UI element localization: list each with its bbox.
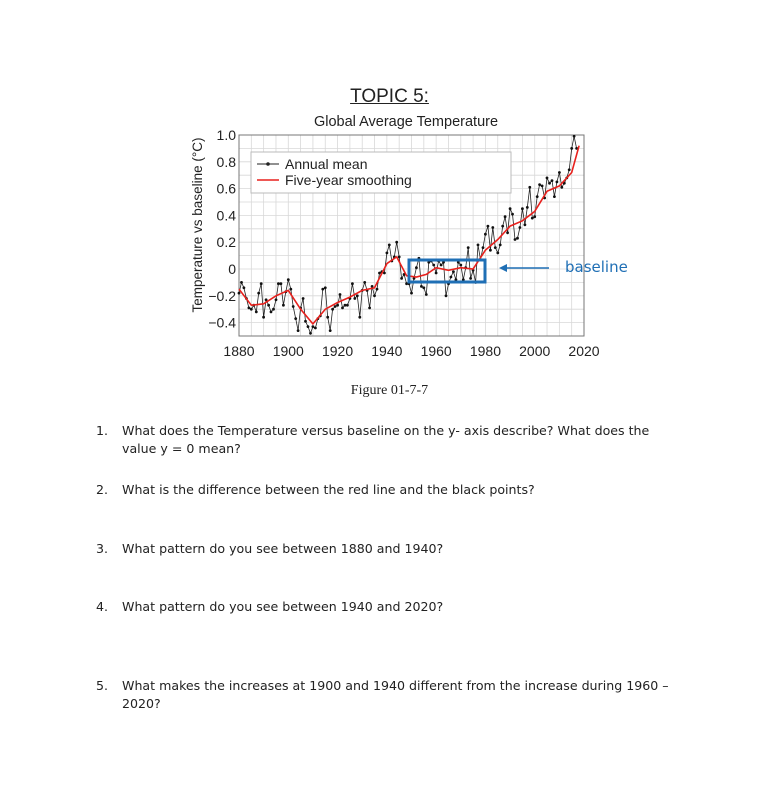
annual-mean-point [528,186,531,189]
annual-mean-point [514,238,517,241]
x-tick-label: 1960 [420,343,452,359]
annual-mean-point [378,272,381,275]
annual-mean-point [294,317,297,320]
annual-mean-point [321,288,324,291]
annual-mean-point [353,297,356,300]
annual-mean-point [445,294,448,297]
annual-mean-point [467,246,470,249]
annual-mean-point [509,207,512,210]
y-tick-label: 0 [228,261,236,277]
annual-mean-point [363,281,366,284]
annual-mean-point [292,305,295,308]
annual-mean-point [511,213,514,216]
annual-mean-point [560,186,563,189]
y-tick-label: −0.2 [208,287,236,304]
annual-mean-point [546,177,549,180]
annual-mean-point [482,246,485,249]
chart-legend [251,152,511,193]
y-tick-label: 1.0 [216,127,236,143]
annual-mean-point [499,244,502,247]
annual-mean-point [356,294,359,297]
annual-mean-point [524,223,527,226]
annual-mean-point [344,304,347,307]
annual-mean-point [533,215,536,218]
annual-mean-point [450,276,453,279]
question-item [96,598,686,616]
x-tick-label: 1980 [469,343,502,359]
annual-mean-point [368,307,371,310]
annual-mean-point [346,304,349,307]
annual-mean-point [420,285,423,288]
annual-mean-point [395,241,398,244]
annual-mean-point [358,316,361,319]
annual-mean-point [243,286,246,289]
annual-mean-point [398,256,401,259]
y-tick-label: 0.2 [216,234,236,251]
question-item [96,540,686,558]
legend-annual-label: Annual mean [285,156,368,172]
y-tick-label: 0.4 [216,207,236,224]
annual-mean-point [491,226,494,229]
annual-mean-point [506,231,509,234]
annual-mean-point [487,225,490,228]
annual-mean-point [386,252,389,255]
annual-mean-point [341,307,344,310]
question-item [96,481,686,499]
question-number: 3. [96,541,109,556]
question-number: 1. [96,423,109,438]
annual-mean-point [336,304,339,307]
annual-mean-point [516,237,519,240]
annual-mean-point [538,183,541,186]
question-number: 5. [96,678,109,693]
annual-mean-point [541,185,544,188]
annual-mean-point [556,181,559,184]
annual-mean-point [331,308,334,311]
question-number: 2. [96,482,109,497]
annual-mean-point [435,272,438,275]
annual-mean-point [314,327,317,330]
annual-mean-point [339,293,342,296]
annual-mean-point [469,277,472,280]
annual-mean-point [289,288,292,291]
question-text: What does the Temperature versus baseline on the y- axis describe? What does the value y = 0 mean? [122,423,650,456]
annual-mean-point [521,207,524,210]
annual-mean-point [432,264,435,267]
x-ticks [223,343,599,359]
x-tick-label: 1880 [223,343,255,359]
y-tick-label: 0.8 [216,153,236,170]
annual-mean-point [262,316,265,319]
question-item [96,422,686,458]
annual-mean-point [257,292,260,295]
y-ticks [208,127,236,331]
y-axis-label: Temperature vs baseline (°C) [190,137,205,313]
question-item [96,677,686,713]
annual-mean-point [558,171,561,174]
annual-mean-point [282,304,285,307]
annual-mean-point [553,195,556,198]
question-number: 4. [96,599,109,614]
annual-mean-point [272,308,275,311]
annual-mean-point [536,195,539,198]
annual-mean-point [304,320,307,323]
question-text: What makes the increases at 1900 and 1940 different from the increase during 1960 – 2020? [122,678,669,711]
annual-mean-point [400,277,403,280]
annual-mean-point [307,325,310,328]
annual-mean-point [548,182,551,185]
annual-mean-point [267,304,270,307]
annual-mean-point [373,294,376,297]
annual-mean-point [255,311,258,314]
annual-mean-point [496,252,499,255]
y-tick-label: −0.4 [208,314,236,331]
annual-mean-point [573,135,576,138]
annual-mean-point [297,329,300,332]
annual-mean-point [494,246,497,249]
annual-mean-point [351,282,354,285]
annual-mean-point [270,311,273,314]
annual-mean-point [452,270,455,273]
question-text: What pattern do you see between 1880 and 1940? [122,541,444,556]
annual-mean-point [324,286,327,289]
annual-mean-point [422,286,425,289]
annual-mean-point [326,316,329,319]
annual-mean-point [250,308,253,311]
annual-mean-point [312,325,315,328]
x-tick-label: 1920 [321,343,354,359]
x-tick-label: 1940 [371,343,403,359]
chart-title: Global Average Temperature [313,114,499,130]
annual-mean-point [410,292,413,295]
question-text: What pattern do you see between 1940 and 2020? [122,599,444,614]
annual-mean-point [568,168,571,171]
annual-mean-point [277,282,280,285]
annual-mean-point [302,297,305,300]
annual-mean-point [376,288,379,291]
y-tick-label: 0.6 [216,180,236,197]
legend-smoothing-label: Five-year smoothing [285,172,412,188]
annual-mean-point [248,307,251,310]
annual-mean-point [526,206,529,209]
annual-mean-point [551,179,554,182]
annual-mean-point [334,305,337,308]
annual-mean-point [519,226,522,229]
question-text: What is the difference between the red line and the black points? [122,482,535,497]
annual-mean-point [504,215,507,218]
annual-mean-point [477,244,480,247]
annual-mean-point [501,225,504,228]
annual-mean-point [260,282,263,285]
annual-mean-point [570,147,573,150]
x-tick-label: 1900 [272,343,304,359]
x-tick-label: 2000 [519,343,551,359]
baseline-label: baseline [565,258,628,276]
annual-mean-point [240,281,243,284]
annual-mean-point [280,282,283,285]
topic-heading-text: TOPIC 5: [350,86,429,107]
baseline-arrow-head [499,264,507,272]
annual-mean-point [309,332,312,335]
annual-mean-point [329,329,332,332]
x-tick-label: 2020 [568,343,600,359]
annual-mean-point [287,278,290,281]
annual-mean-point [238,292,241,295]
figure-caption: Figure 01-7-7 [350,383,429,398]
annual-mean-point [415,266,418,269]
annual-mean-point [388,244,391,247]
annual-mean-point [531,217,534,220]
annual-mean-point [489,249,492,252]
legend-annual-marker [266,162,270,166]
annual-mean-point [459,264,462,267]
annual-mean-point [440,264,443,267]
annual-mean-point [484,233,487,236]
annual-mean-point [425,293,428,296]
annual-mean-point [275,298,278,301]
